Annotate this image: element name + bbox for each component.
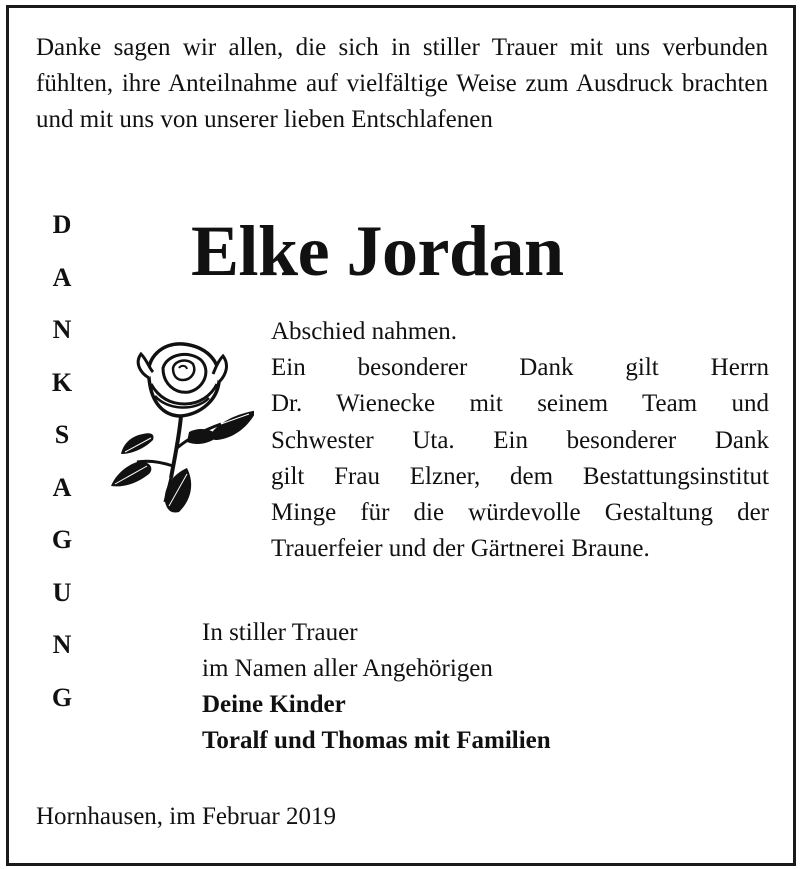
deceased-name: Elke Jordan (191, 211, 564, 291)
vertical-letter: N (52, 315, 72, 344)
thanks-line: Dr. Wienecke mit seinem Team und (271, 390, 769, 418)
vertical-letter: G (51, 525, 73, 554)
thanks-line: Abschied nahmen. (271, 318, 458, 345)
closing-line: im Namen aller Angehörigen (202, 655, 493, 682)
place-date: Hornhausen, im Februar 2019 (36, 803, 336, 830)
vertical-letter: A (52, 472, 72, 502)
vertical-letter: K (51, 367, 73, 397)
obituary-frame (6, 5, 796, 866)
closing-signature (202, 615, 551, 759)
closing-line: In stiller Trauer (202, 619, 358, 646)
vertical-letter: N (52, 630, 72, 659)
thanks-line: Trauerfeier und der Gärtnerei Braune. (271, 535, 650, 563)
vertical-word-danksagung (36, 210, 88, 735)
vertical-letter: S (54, 420, 70, 449)
vertical-letter: A (52, 262, 72, 292)
thanks-line: Ein besonderer Dank gilt Herrn (271, 354, 769, 382)
vertical-letter: D (52, 210, 72, 239)
vertical-letter: G (51, 682, 73, 712)
thanks-text (271, 314, 769, 567)
thanks-line: gilt Frau Elzner, dem Bestattungsinstitut (271, 462, 769, 490)
thanks-line: Minge für die würdevolle Gestaltung der (271, 499, 769, 527)
rose-icon (109, 338, 254, 518)
signature-names: Toralf und Thomas mit Familien (202, 727, 551, 754)
intro-text: Danke sagen wir allen, die sich in stiller Trauer mit uns verbunden fühlten, ihre Anteilnahme auf vielfältige Weise zum Ausdruck brachten und mit uns von unserer lieben Entschlafenen (36, 34, 768, 133)
thanks-line: Schwester Uta. Ein besonderer Dank (271, 426, 769, 454)
signature-children: Deine Kinder (202, 691, 346, 718)
vertical-letter: U (52, 577, 72, 607)
